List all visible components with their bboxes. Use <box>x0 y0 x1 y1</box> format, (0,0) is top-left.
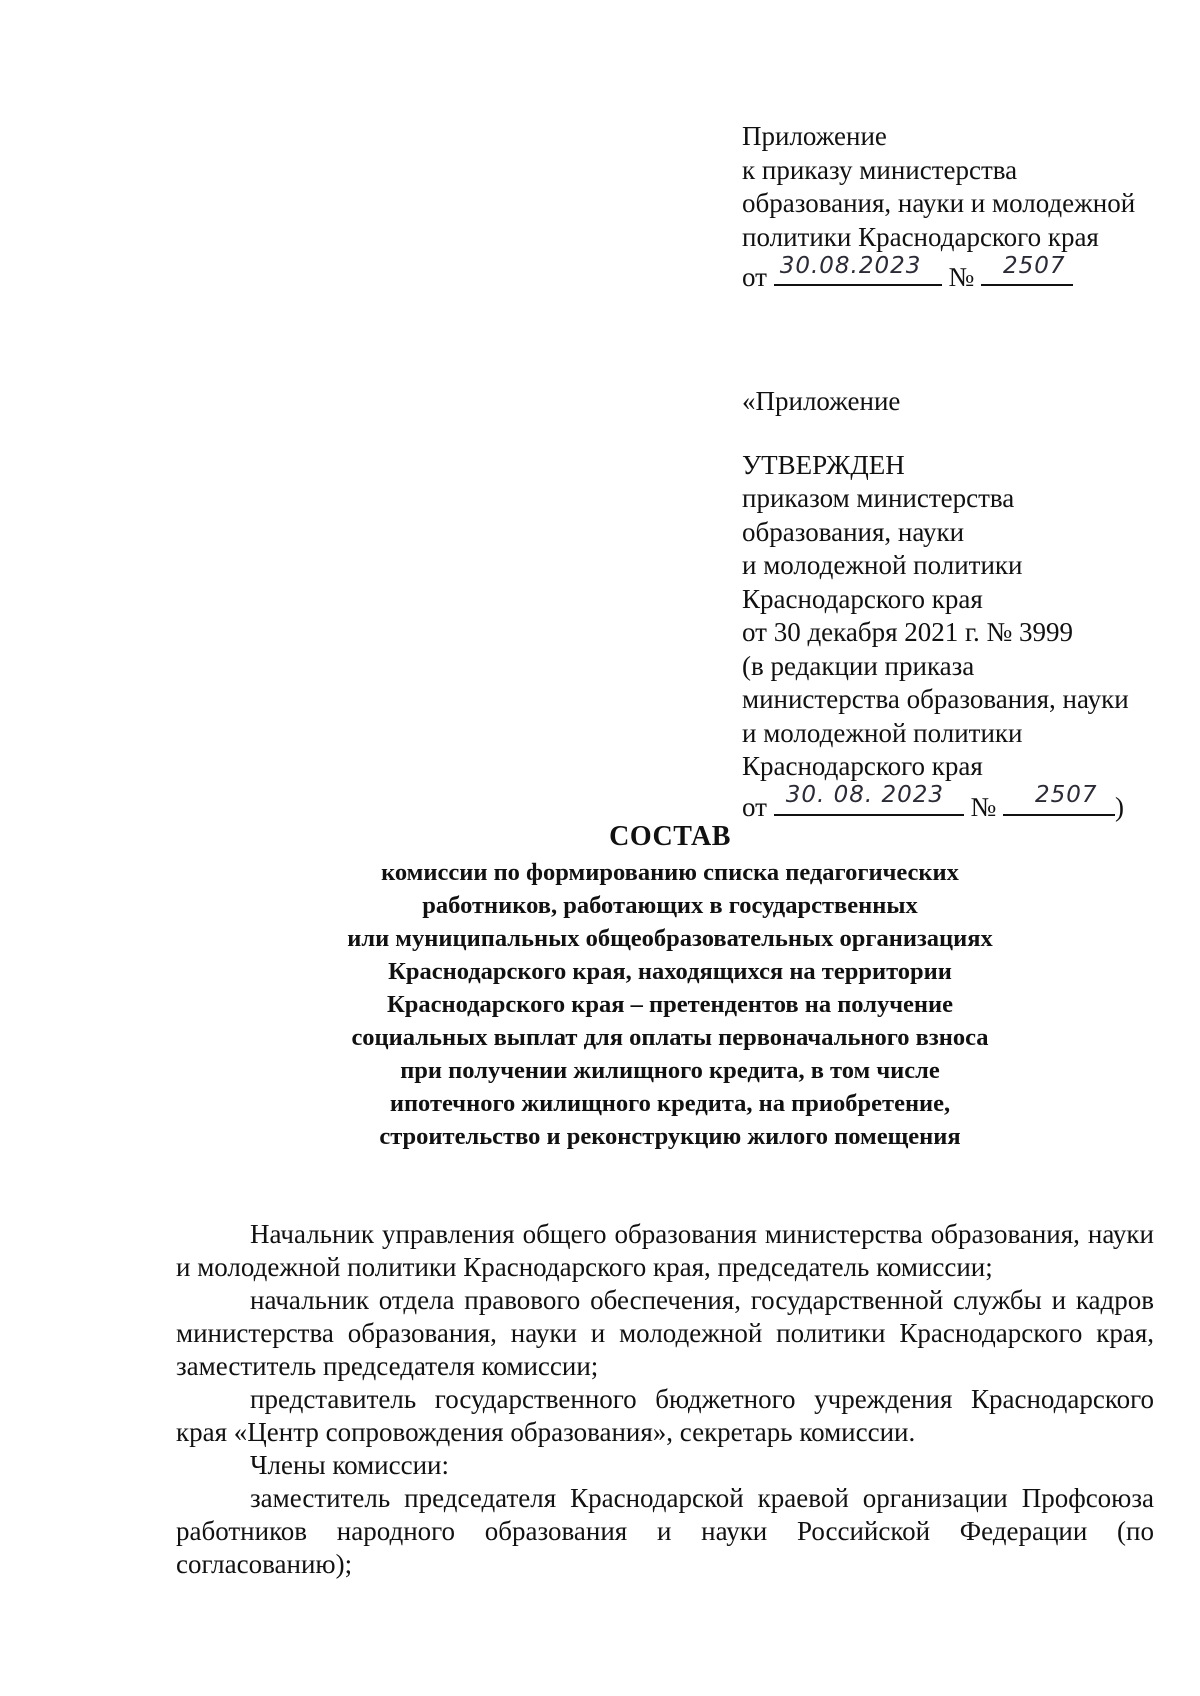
title-line: строительство и реконструкцию жилого помещения <box>379 1123 961 1150</box>
paragraph: заместитель председателя Краснодарской краевой организации Профсоюза работников народного образования и науки Российской Федерации (по согласованию); <box>176 1483 1154 1579</box>
approval-line: Краснодарского края <box>742 751 983 781</box>
approval-heading: УТВЕРЖДЕН <box>742 449 905 480</box>
date-prefix: от <box>742 262 767 292</box>
date-field <box>774 254 942 286</box>
title-line: Краснодарского края, находящихся на территории <box>388 958 952 985</box>
title-line: комиссии по формированию списка педагогических <box>381 859 959 886</box>
title-line: или муниципальных общеобразовательных организациях <box>347 925 993 952</box>
handwritten-number: 2507 <box>1002 252 1066 279</box>
paragraph: Начальник управления общего образования министерства образования, науки и молодежной политики Краснодарского края, председатель комиссии; <box>176 1219 1154 1282</box>
annex-line: Приложение <box>742 121 887 151</box>
title-line: работников, работающих в государственных <box>422 892 918 919</box>
document-title <box>120 818 1200 1153</box>
handwritten-date: 30.08.2023 <box>779 252 922 279</box>
paragraph: представитель государственного бюджетного учреждения Краснодарского края «Центр сопровождения образования», секретарь комиссии. <box>176 1384 1154 1447</box>
annex-line: образования, науки и молодежной <box>742 188 1136 218</box>
approval-line: приказом министерства <box>742 483 1015 513</box>
number-sign: № <box>970 791 997 822</box>
annex-block <box>742 120 1182 295</box>
approval-line: Краснодарского края <box>742 583 983 614</box>
title-main: СОСТАВ <box>609 821 731 852</box>
approval-line: и молодежной политики <box>742 717 1023 748</box>
approval-line: от 30 декабря 2021 г. № 3999 <box>742 617 1074 647</box>
number-field <box>1003 784 1115 816</box>
approval-line: министерства образования, науки <box>742 684 1129 714</box>
paragraph: начальник отдела правового обеспечения, государственной службы и кадров министерства образования, науки и молодежной политики Краснодарского края, заместитель председателя комиссии; <box>176 1285 1154 1381</box>
date-prefix: от <box>742 791 767 822</box>
approval-line: (в редакции приказа <box>742 650 975 681</box>
handwritten-number: 2507 <box>1034 782 1098 808</box>
closing-parenthesis: ) <box>1114 791 1124 822</box>
approval-line: образования, науки <box>742 516 965 547</box>
title-line: ипотечного жилищного кредита, на приобретение, <box>389 1090 951 1117</box>
paragraph: Члены комиссии: <box>250 1450 449 1480</box>
title-line: при получении жилищного кредита, в том числе <box>400 1057 940 1084</box>
annex-line: к приказу министерства <box>742 154 1018 185</box>
date-field <box>774 784 964 816</box>
number-field <box>981 254 1073 286</box>
commission-members <box>176 1218 1154 1581</box>
approval-line: и молодежной политики <box>742 550 1023 580</box>
title-line: Краснодарского края – претендентов на получение <box>386 991 954 1018</box>
title-line: социальных выплат для оплаты первоначального взноса <box>351 1024 989 1051</box>
approval-block <box>742 385 1182 824</box>
number-sign: № <box>948 262 975 292</box>
handwritten-date: 30. 08. 2023 <box>785 782 945 808</box>
annex-date-line <box>742 254 1182 295</box>
approval-quote-title: «Приложение <box>742 386 901 416</box>
annex-line: политики Краснодарского края <box>742 221 1099 252</box>
